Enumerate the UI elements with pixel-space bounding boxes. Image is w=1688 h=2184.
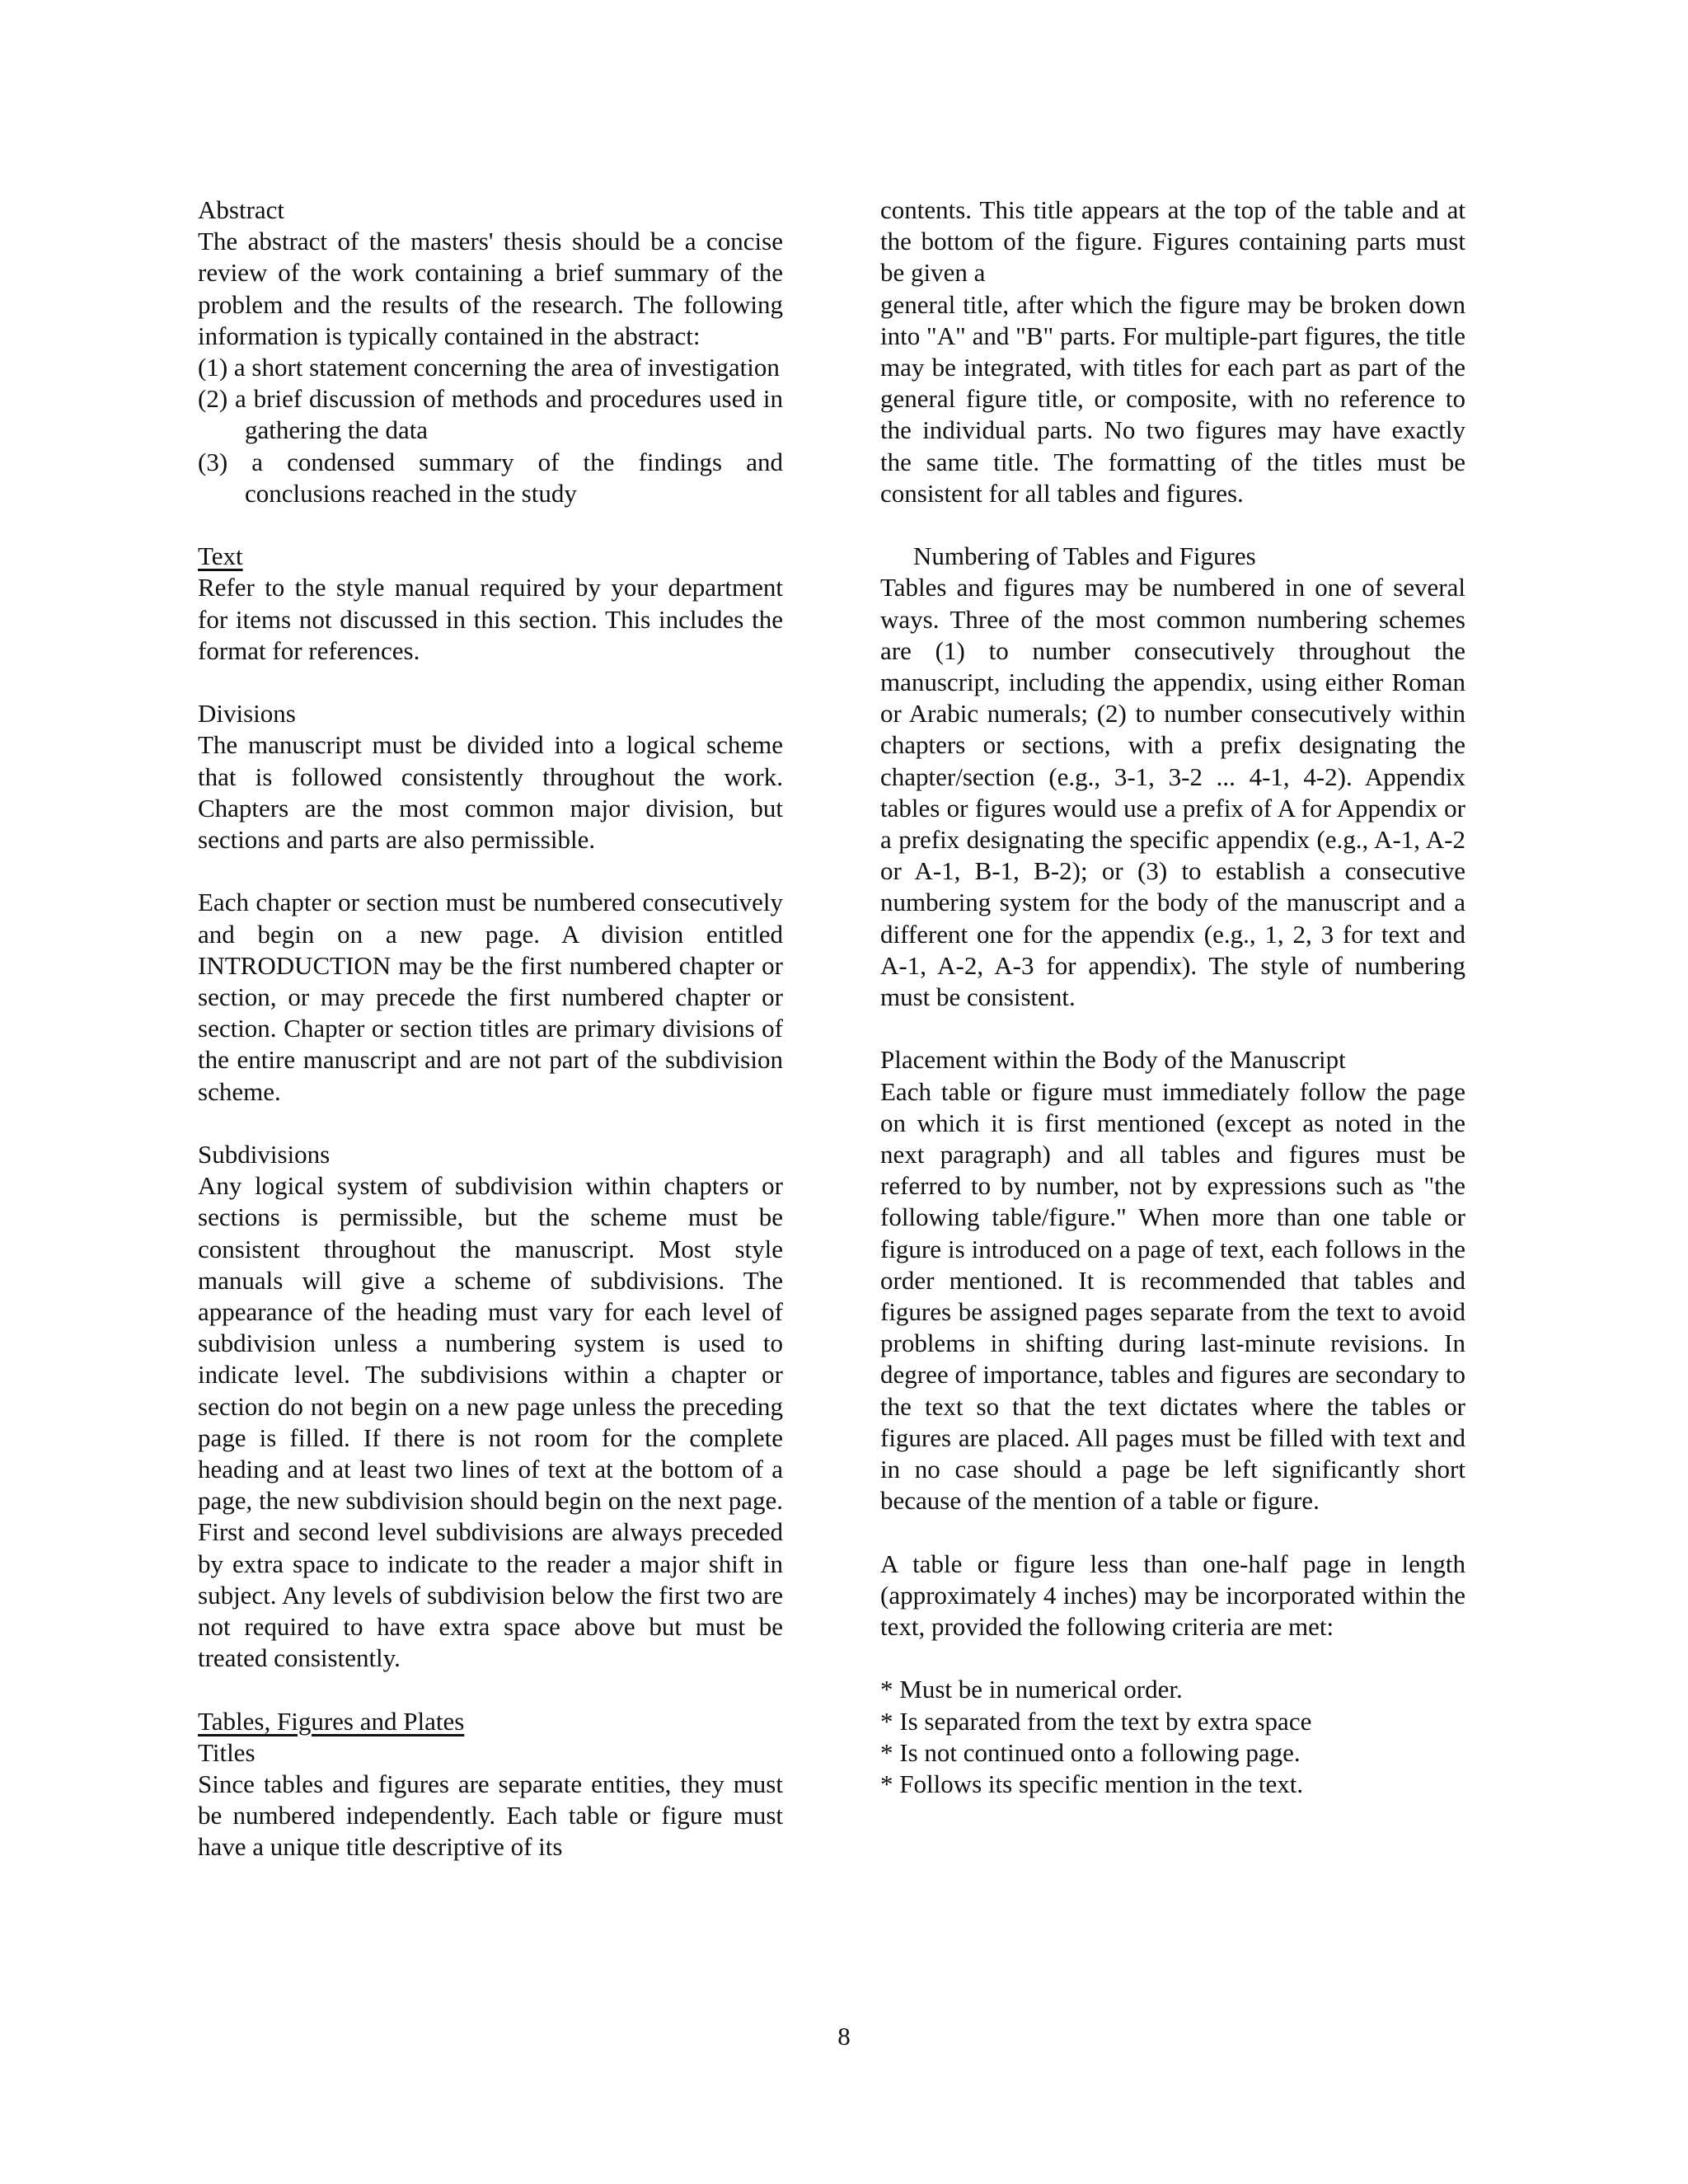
divisions-paragraph-1: The manuscript must be divided into a logical scheme that is followed consistently throughout the work. Chapters are the most common major division, but sections and parts are also permissible. bbox=[198, 730, 783, 855]
criteria-item-1: * Must be in numerical order. bbox=[880, 1675, 1183, 1704]
abstract-heading: Abstract bbox=[198, 195, 285, 224]
placement-paragraph-2: A table or figure less than one-half page in length (approximately 4 inches) may be incorporated within the text, provided the following criteria are met: bbox=[880, 1549, 1465, 1642]
tables-figures-heading: Tables, Figures and Plates bbox=[198, 1706, 465, 1736]
divisions-heading: Divisions bbox=[198, 699, 296, 729]
criteria-item-2: * Is separated from the text by extra space bbox=[880, 1706, 1312, 1736]
subdivisions-heading: Subdivisions bbox=[198, 1140, 331, 1169]
text-heading: Text bbox=[198, 541, 243, 571]
criteria-item-3: * Is not continued onto a following page. bbox=[880, 1737, 1301, 1767]
abstract-intro: The abstract of the masters' thesis should be a concise review of the work containing a brief summary of the problem and the results of the research. The following information is typically contained in the abstract: bbox=[198, 227, 783, 350]
page-number: 8 bbox=[837, 2022, 851, 2050]
titles-continued-line-1: contents. This title appears at the top of the table and at the bottom of the figure. Figures containing parts must be given a bbox=[880, 195, 1465, 288]
titles-continued-body: general title, after which the figure may be broken down into "A" and "B" parts. For multiple-part figures, the title may be integrated, with titles for each part as part of the general figure title, or composite, with no reference to the individual parts. No two figures may have exactly the same title. The formatting of the titles must be consistent for all tables and figures. bbox=[880, 289, 1465, 508]
divisions-paragraph-2: Each chapter or section must be numbered consecutively and begin on a new page. A division entitled INTRODUCTION may be the first numbered chapter or section, or may precede the first numbered chapter or section. Chapter or section titles are primary divisions of the entire manuscript and are not part of the subdivision scheme. bbox=[198, 888, 783, 1106]
numbering-body: Tables and figures may be numbered in one of several ways. Three of the most common numbering schemes are (1) to number consecutively throughout the manuscript, including the appendix, using either Roman or Arabic numerals; (2) to number consecutively within chapters or sections, with a prefix designating the chapter/section (e.g., 3-1, 3-2 ... 4-1, 4-2). Appendix tables or figures would use a prefix of A for Appendix or a prefix designating the specific appendix (e.g., A-1, A-2 or A-1, B-1, B-2); or (3) to establish a consecutive numbering system for the body of the manuscript and a different one for the appendix (e.g., 1, 2, 3 for text and A-1, A-2, A-3 for appendix). The style of numbering must be consistent. bbox=[880, 573, 1465, 1012]
placement-paragraph-1: Each table or figure must immediately follow the page on which it is first mentioned (except as noted in the next paragraph) and all tables and figures must be referred to by number, not by expressions such as "the following table/figure." When more than one table or figure is introduced on a page of text, each follows in the order mentioned. It is recommended that tables and figures be assigned pages separate from the text to avoid problems in shifting during last-minute revisions. In degree of importance, tables and figures are secondary to the text so that the text dictates where the tables or figures are placed. All pages must be filled with text and in no case should a page be left significantly short because of the mention of a table or figure. bbox=[880, 1076, 1465, 1516]
titles-heading: Titles bbox=[198, 1737, 256, 1767]
abstract-item-3: (3) a condensed summary of the findings and conclusions reached in the study bbox=[198, 447, 783, 508]
text-body: Refer to the style manual required by your department for items not discussed in this section. This includes the format for references. bbox=[198, 573, 783, 665]
titles-body: Since tables and figures are separate entities, they must be numbered independently. Each table or figure must have a unique title descriptive of its bbox=[198, 1769, 783, 1862]
placement-heading: Placement within the Body of the Manuscript bbox=[880, 1045, 1346, 1075]
numbering-heading: Numbering of Tables and Figures bbox=[913, 541, 1256, 571]
criteria-item-4: * Follows its specific mention in the text. bbox=[880, 1769, 1304, 1799]
subdivisions-body: Any logical system of subdivision within chapters or sections is permissible, but the scheme must be consistent throughout the manuscript. Most style manuals will give a scheme of subdivisions. The appearance of the heading must vary for each level of subdivision unless a numbering system is used to indicate level. The subdivisions within a chapter or section do not begin on a new page unless the preceding page is filled. If there is not room for the complete heading and at least two lines of text at the bottom of a page, the new subdivision should begin on the next page. First and second level subdivisions are always preceded by extra space to indicate to the reader a major shift in subject. Any levels of subdivision below the first two are not required to have extra space above but must be treated consistently. bbox=[198, 1171, 783, 1673]
right-column bbox=[880, 194, 1465, 1800]
abstract-item-1: (1) a short statement concerning the area of investigation bbox=[198, 353, 780, 382]
left-column bbox=[198, 194, 783, 1863]
abstract-item-2: (2) a brief discussion of methods and procedures used in gathering the data bbox=[198, 384, 783, 445]
